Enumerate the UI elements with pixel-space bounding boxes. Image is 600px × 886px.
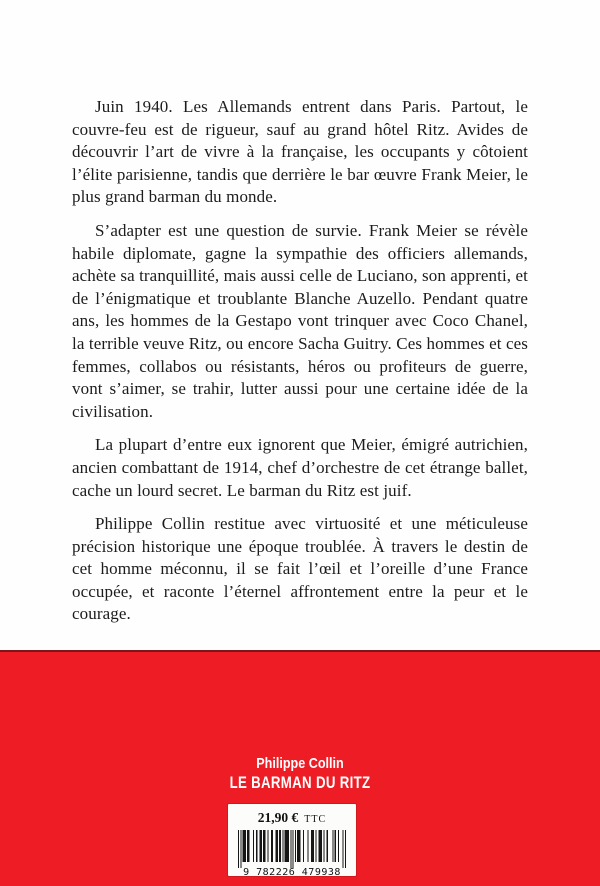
publisher-band bbox=[0, 650, 600, 886]
ean13-barcode bbox=[238, 830, 346, 868]
back-cover-blurb bbox=[72, 96, 528, 637]
price-line bbox=[228, 809, 356, 827]
author-name: Philippe Collin bbox=[256, 755, 344, 772]
price-tax-label: TTC bbox=[304, 814, 327, 825]
blurb-paragraph: La plupart d’entre eux ignorent que Meier, émigré autrichien, ancien combattant de 1914, chef d’orchestre de cet étrange ballet, cache un lourd secret. Le barman du Ritz est juif. bbox=[72, 435, 528, 500]
price-amount: 21,90 € bbox=[257, 810, 299, 825]
price-barcode-box bbox=[228, 804, 356, 876]
ean13-digits: 9 782226 479938 bbox=[243, 867, 341, 878]
blurb-paragraph: Philippe Collin restitue avec virtuosité et une méticuleuse précision historique une époque troublée. À travers le destin de cet homme méconnu, il se fait l’œil et l’oreille d’une France occupée, et raconte l’éternel affrontement entre la peur et le courage. bbox=[72, 514, 528, 624]
blurb-paragraph: S’adapter est une question de survie. Frank Meier se révèle habile diplomate, gagne la sympathie des officiers allemands, achète sa tranquillité, mais aussi celle de Luciano, son apprenti, et de l’énigmatique et troublante Blanche Auzello. Pendant quatre ans, les hommes de la Gestapo vont trinquer avec Coco Chanel, la terrible veuve Ritz, ou encore Sacha Guitry. Ces hommes et ces femmes, collabos ou résistants, héros ou profiteurs de guerre, vont s’aimer, se trahir, lutter aussi pour une certaine idée de la civilisation. bbox=[72, 220, 528, 421]
blurb-paragraph: Juin 1940. Les Allemands entrent dans Paris. Partout, le couvre-feu est de rigueur, sauf au grand hôtel Ritz. Avides de découvrir l’art de vivre à la française, les occupants y côtoient l’élite parisienne, tandis que derrière le bar œuvre Frank Meier, le plus grand barman du monde. bbox=[72, 97, 528, 207]
book-title: LE BARMAN DU RITZ bbox=[229, 773, 371, 792]
